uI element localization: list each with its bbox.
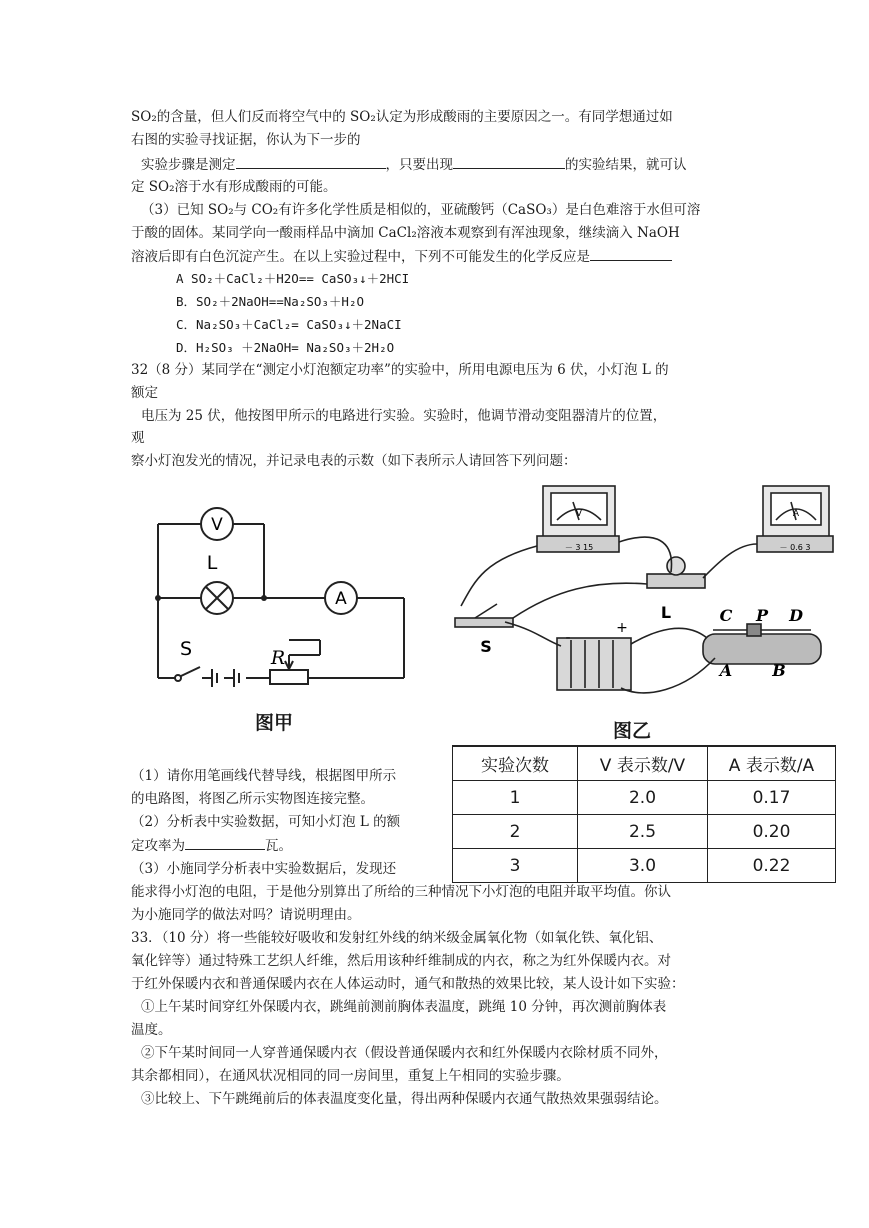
text-line: 氧化锌等）通过特殊工艺织人纤维，然后用该种纤维制成的内衣，称之为红外保暖内衣。对 — [131, 953, 671, 969]
text-line: 额定 — [131, 385, 158, 401]
terminal-d-label: D — [789, 606, 803, 625]
figure-caption-yi: 图乙 — [613, 720, 652, 742]
answer-blank[interactable] — [236, 154, 386, 169]
option-d: D．H₂SO₃ ＋2NaOH= Na₂SO₃＋2H₂O — [176, 340, 395, 355]
table-cell: 0.22 — [708, 849, 836, 883]
text-line: 32（8 分）某同学在“测定小灯泡额定功率”的实验中，所用电源电压为 6 伏，小灯泡 L 的 — [131, 362, 669, 378]
table-cell: 2.0 — [578, 781, 708, 815]
text-line: 察小灯泡发光的情况，并记录电表的示数（如下表所示人请回答下列问题： — [131, 453, 577, 469]
switch-label: S — [179, 638, 193, 660]
text-line: ②下午某时间同一人穿普通保暖内衣（假设普通保暖内衣和红外保暖内衣除材质不同外， — [141, 1045, 668, 1061]
table-row — [453, 815, 836, 849]
answer-blank[interactable] — [453, 154, 565, 169]
text-line: ③比较上、下午跳绳前后的体表温度变化量，得出两种保暖内衣通气散热效果强弱结论。 — [141, 1091, 668, 1107]
ammeter-letter: A — [792, 509, 800, 519]
text-line: 定攻率为 瓦。 — [131, 835, 292, 856]
voltmeter-terminals: － 3 15 — [564, 543, 594, 552]
text-line: 观 — [131, 430, 145, 446]
minus-terminal-label: - — [565, 630, 571, 646]
table-cell: 2.5 — [578, 815, 708, 849]
terminal-a-label: A — [719, 661, 733, 680]
answer-blank[interactable] — [185, 835, 265, 850]
text-line: 电压为 25 伏，他按图甲所示的电路进行实验。实验时，他调节滑动变阻器清片的位置， — [141, 408, 667, 424]
slider-p-label: P — [755, 606, 769, 625]
option-a: A SO₂＋CaCl₂＋H2O== CaSO₃↓＋2HCI — [176, 271, 410, 286]
circuit-diagram — [150, 495, 415, 690]
table-cell: 2 — [453, 815, 578, 849]
text-line: （1）请你用笔画线代替导线，根据图甲所示 — [131, 768, 397, 784]
terminal-b-label: B — [772, 661, 786, 680]
table-cell: 0.20 — [708, 815, 836, 849]
answer-blank[interactable] — [590, 246, 672, 261]
table-cell: 3.0 — [578, 849, 708, 883]
table-cell: 1 — [453, 781, 578, 815]
column-header: 实验次数 — [453, 746, 578, 781]
lamp-label: L — [660, 603, 672, 622]
option-b: B．SO₂＋2NaOH==Na₂SO₃＋H₂O — [176, 294, 365, 309]
text-line: 为小施同学的做法对吗？请说明理由。 — [131, 907, 361, 923]
voltmeter-label: V — [211, 515, 223, 535]
text-line: （2）分析表中实验数据，可知小灯泡 L 的额 — [131, 814, 401, 830]
text-line: 温度。 — [131, 1022, 172, 1038]
text-line: ①上午某时间穿红外保暖内衣，跳绳前测前胸体表温度，跳绳 10 分钟，再次测前胸体表 — [141, 999, 667, 1015]
rheostat-label: R — [270, 647, 286, 669]
text-line: 的电路图，将图乙所示实物图连接完整。 — [131, 791, 374, 807]
ammeter-label: A — [335, 589, 347, 609]
ammeter-terminals: － 0.6 3 — [779, 543, 811, 552]
table-cell: 0.17 — [708, 781, 836, 815]
text-line: 于红外保暖内衣和普通保暖内衣在人体运动时，通气和散热的效果比较，某人设计如下实验： — [131, 976, 685, 992]
lamp-label: L — [206, 552, 218, 574]
voltmeter-letter: V — [575, 509, 583, 519]
figure-caption-jia: 图甲 — [255, 712, 294, 734]
text-line: 定 SO₂溶于水有形成酸雨的可能。 — [131, 179, 337, 195]
table-row — [453, 781, 836, 815]
text-line: 实验步骤是测定 ，只要出现 的实验结果，就可认 — [141, 154, 687, 175]
text-line: 能求得小灯泡的电阻，于是他分别算出了所给的三种情况下小灯泡的电阻并取平均值。你认 — [131, 884, 671, 900]
table-row — [453, 849, 836, 883]
plus-terminal-label: + — [616, 620, 628, 636]
column-header: V 表示数/V — [578, 746, 708, 781]
text-line: 溶液后即有白色沉淀产生。在以上实验过程中，下列不可能发生的化学反应是 — [131, 246, 672, 267]
switch-label: S — [480, 637, 492, 656]
terminal-c-label: C — [719, 606, 733, 625]
column-header: A 表示数/A — [708, 746, 836, 781]
option-c: C．Na₂SO₃＋CaCl₂= CaSO₃↓＋2NaCI — [176, 317, 402, 332]
text-line: 33．（10 分）将一些能较好吸收和发射红外线的纳米级金属氧化物（如氧化铁、氧化铝、 — [131, 930, 663, 946]
table-cell: 3 — [453, 849, 578, 883]
table-header-row — [453, 746, 836, 781]
text-line: 其余都相同），在通风状况相同的同一房间里，重复上午相同的实验步骤。 — [131, 1068, 570, 1084]
text-line: （3）已知 SO₂与 CO₂有许多化学性质是相似的，亚硫酸钙（CaSO₃）是白色难溶于水但可溶 — [141, 202, 701, 218]
experiment-data-table — [452, 745, 836, 883]
text-line: 右图的实验寻找证据，你认为下一步的 — [131, 132, 361, 148]
apparatus-photo — [445, 480, 840, 705]
text-line: SO₂的含量，但人们反而将空气中的 SO₂认定为形成酸雨的主要原因之一。有同学想通过如 — [131, 109, 673, 125]
text-line: （3）小施同学分析表中实验数据后，发现还 — [131, 861, 397, 877]
text-line: 于酸的固体。某同学向一酸雨样品中滴加 CaCl₂溶液本观察到有浑浊现象，继续滴入 NaOH — [131, 225, 680, 241]
